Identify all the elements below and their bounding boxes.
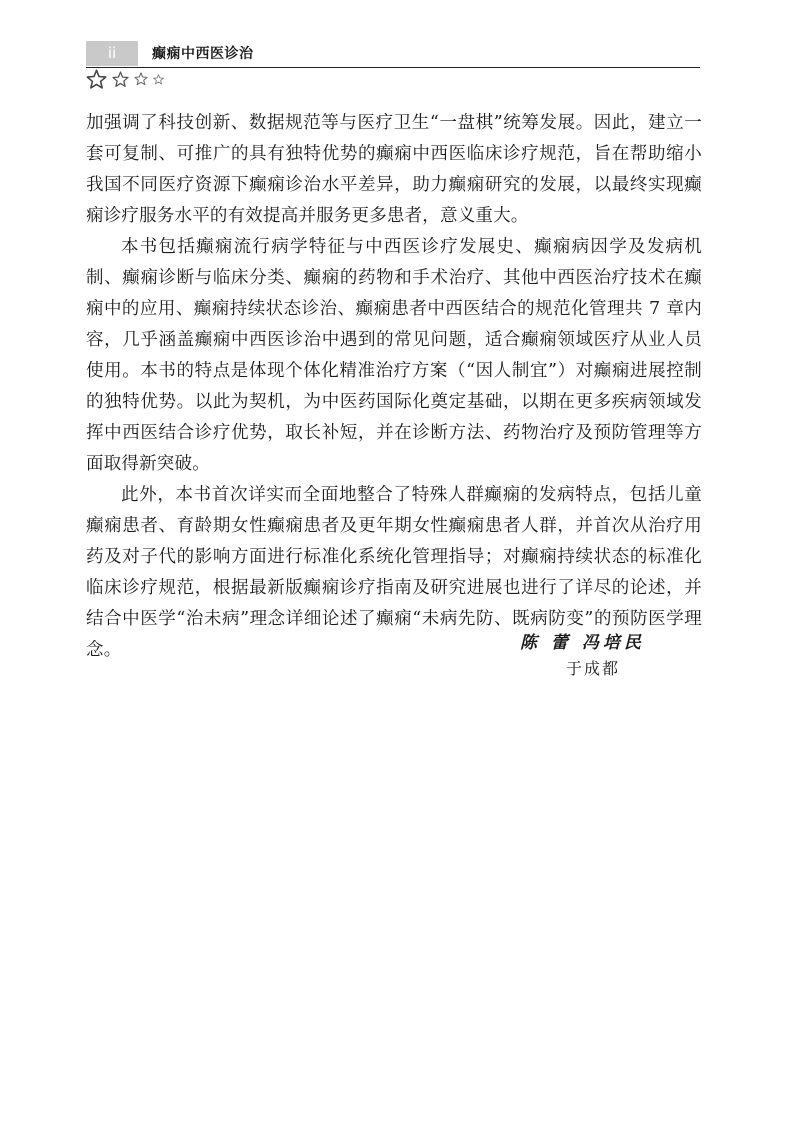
star-outline-icon bbox=[112, 71, 129, 88]
running-title: 癫痫中西医诊治 bbox=[152, 46, 254, 62]
star-outline-icon bbox=[153, 74, 164, 85]
body-text bbox=[86, 108, 702, 666]
paragraph: 加强调了科技创新、数据规范等与医疗卫生“一盘棋”统筹发展。因此，建立一套可复制、可推广的具有独特优势的癫痫中西医临床诊疗规范，旨在帮助缩小我国不同医疗资源下癫痫诊治水平差异，助力癫痫研究的发展，以最终实现癫痫诊疗服务水平的有效提高并服务更多患者，意义重大。 bbox=[86, 113, 702, 226]
star-rating bbox=[86, 66, 169, 92]
author-signature: 陈 蕾 冯培民 bbox=[520, 633, 645, 653]
paragraph: 本书包括癫痫流行病学特征与中西医诊疗发展史、癫痫病因学及发病机制、癫痫诊断与临床分类、癫痫的药物和手术治疗、其他中西医治疗技术在癫痫中的应用、癫痫持续状态诊治、癫痫患者中西医结合的规范化管理共 7 章内容，几乎涵盖癫痫中西医诊治中遇到的常见问题，适合癫痫领域医疗从业人员使用。本书的特点是体现个体化精准治疗方案（“因人制宜”）对癫痫进展控制的独特优势。以此为契机，为中医药国际化奠定基础，以期在更多疾病领域发挥中西医结合诊疗优势，取长补短，并在诊断方法、药物治疗及预防管理等方面取得新突破。 bbox=[86, 237, 702, 474]
page-number: ii bbox=[86, 41, 138, 66]
page-header bbox=[86, 41, 700, 68]
star-outline-icon bbox=[86, 69, 107, 90]
paragraph: 此外，本书首次详实而全面地整合了特殊人群癫痫的发病特点，包括儿童癫痫患者、育龄期女性癫痫患者及更年期女性癫痫患者人群，并首次从治疗用药及对子代的影响方面进行标准化系统化管理指导；对癫痫持续状态的标准化临床诊疗规范，根据最新版癫痫诊疗指南及研究进展也进行了详尽的论述，并结合中医学“治未病”理念详细论述了癫痫“未病先防、既病防变”的预防医学理念。 bbox=[86, 485, 702, 660]
star-outline-icon bbox=[134, 72, 148, 86]
signature-place: 于成都 bbox=[566, 659, 621, 678]
